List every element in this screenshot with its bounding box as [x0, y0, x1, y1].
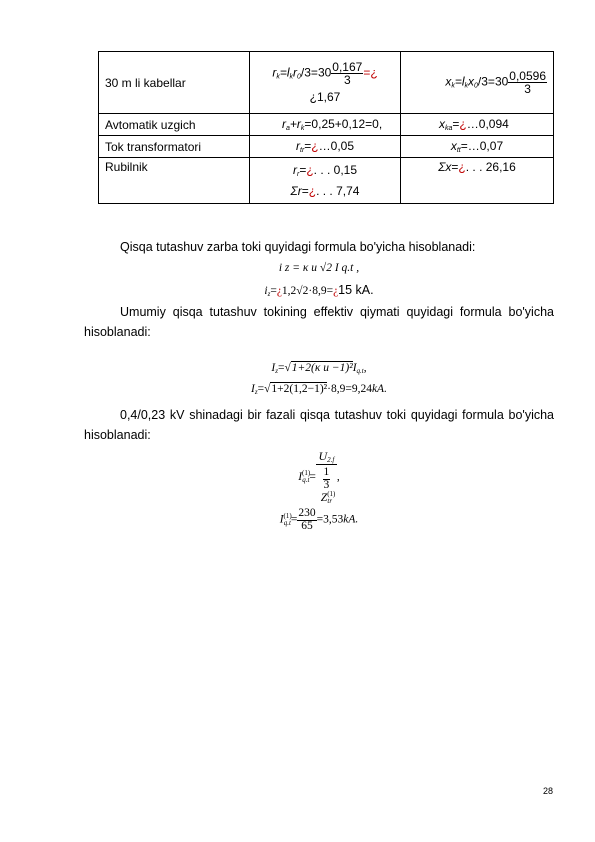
fraction: $\frac{0,167}{3}$	[332, 60, 363, 87]
resistance-formula: $r_k=l_kr_0/3=30$ $\frac{0,167}{3}$ =¿ ¿1,67	[250, 52, 401, 114]
reactance-formula: $x_{ka}=¿\dots 0,094$	[401, 114, 554, 136]
resistance-formula: $r_r=¿$. . . 0,15 Σr=¿. . . 7,74	[250, 158, 401, 204]
table-row-cables	[99, 52, 554, 114]
row-label: Avtomatik uzgich	[99, 114, 250, 136]
fraction: $\frac{230}{65}$	[298, 507, 316, 532]
formula-effective-current-value: $I_z=√1+2(1,2-1)^2\cdot 8,9=9,24kA$.	[251, 383, 387, 396]
fraction: $\frac{0,0596}{3}$	[509, 69, 546, 96]
formula-shock-current-general: i z = κ u √2 I q.t ,	[278, 262, 360, 274]
fraction: $U_{2.f}$ $\frac{1}{3}$ $Z^{(1)}_{tr}$	[316, 450, 337, 505]
row-label: Tok transformatori	[99, 136, 250, 158]
fraction: $\frac{1}{3}$	[323, 466, 330, 491]
formula-shock-current-value: $i_z=¿1,2√2\cdot 8,9=¿15$ kA.	[264, 283, 374, 298]
formula-effective-current-general: $I_z=√1+2(\kappa$ $u -1)^2I_{q.t}$,	[271, 362, 367, 375]
resistance-formula: $r_a+r_k=0,25+0,12=0$,	[250, 114, 401, 136]
reactance-formula: $x_k=l_kx_0/3=30$ $\frac{0,0596}{3}$	[401, 52, 554, 114]
resistance-formula: $r_{tr}=¿\dots 0,05$	[250, 136, 401, 158]
paragraph-single-phase-current: 0,4/0,23 kV shinadagi bir fazali qisqa tutashuv toki quyidagi formula bo'yicha hisoblanadi:	[84, 408, 554, 442]
row-label: Rubilnik	[99, 158, 250, 204]
reactance-formula: Σx=¿. . . 26,16	[401, 158, 554, 204]
paragraph-effective-current: Umumiy qisqa tutashuv tokining effektiv qiymati quyidagi formula bo'yicha hisoblanadi:	[84, 305, 554, 339]
row-label: 30 m li kabellar	[99, 52, 250, 114]
formula-single-phase-value: $I^{(1)}_{q.t}=$ $\frac{230}{65}$ =3,53kA.	[279, 507, 359, 532]
resistance-result: ¿1,67	[309, 90, 341, 104]
reactance-formula: $x_{tt}=\dots 0,07$	[401, 136, 554, 158]
table-row-current-transformer	[99, 136, 554, 158]
formula-single-phase-general: $I^{(1)}_{q.t}=$ $U_{2.f}$ $\frac{1}{3}$ $Z^{(1)}_{tr}$ ,	[298, 449, 340, 505]
circuit-parameters-table	[98, 51, 554, 204]
table-row-switch	[99, 158, 554, 204]
paragraph-shock-current: Qisqa tutashuv zarba toki quyidagi formula bo'yicha hisoblanadi:	[120, 240, 476, 254]
page-number: 28	[542, 786, 553, 796]
table-row-breaker	[99, 114, 554, 136]
